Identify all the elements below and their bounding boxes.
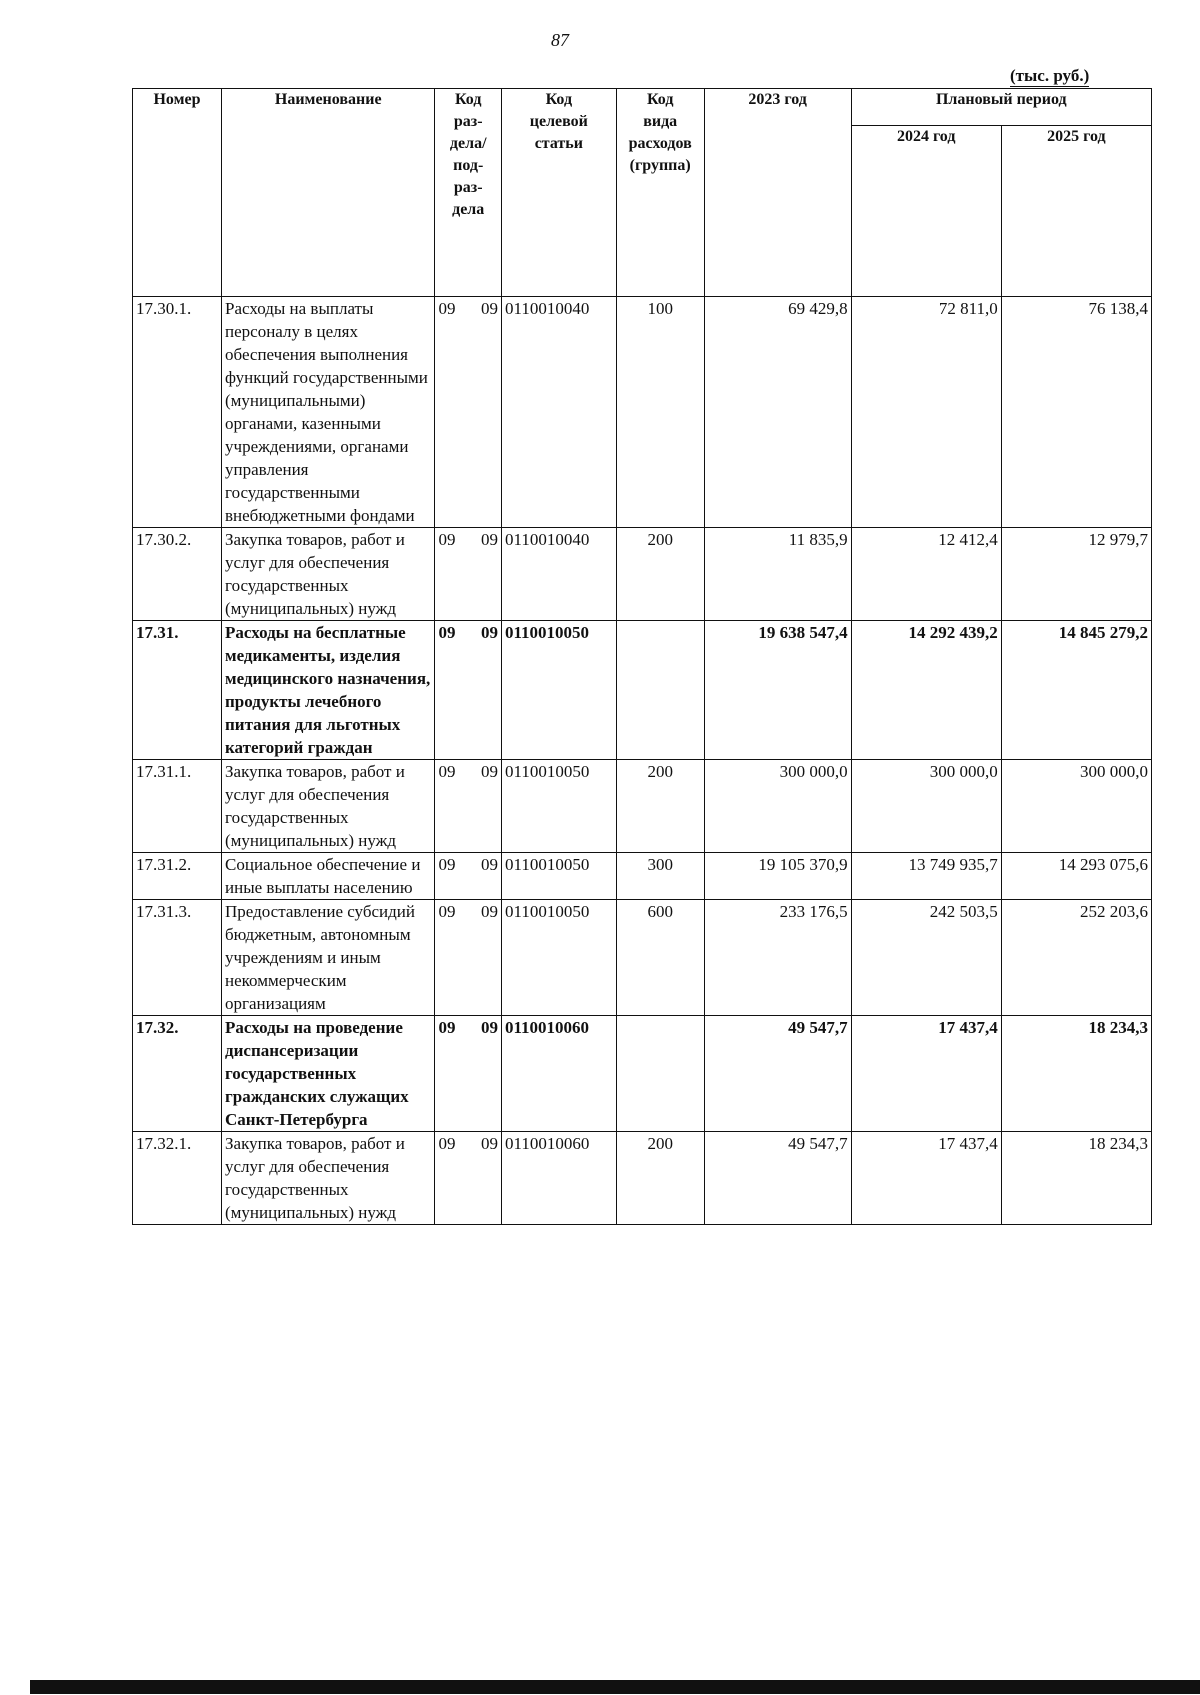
row-name: Закупка товаров, работ и услуг для обеспечения государственных (муниципальных) нужд [222,528,435,621]
subsection-code: 09 [480,855,498,874]
header-target-code: Код целевой статьи [501,89,616,297]
header-year-2023: 2023 год [704,89,851,297]
row-number: 17.31. [133,621,222,760]
table-row [133,760,1152,853]
subsection-code: 09 [480,1134,498,1153]
row-number: 17.30.1. [133,297,222,528]
subsection-code: 09 [480,902,498,921]
row-amount-2025: 252 203,6 [1001,900,1151,1016]
page-number: 87 [551,30,569,50]
row-expense-type [616,1016,704,1132]
row-amount-2023: 69 429,8 [704,297,851,528]
row-amount-2023: 11 835,9 [704,528,851,621]
header-number: Номер [133,89,222,297]
section-code: 09 [438,902,456,921]
row-amount-2023: 233 176,5 [704,900,851,1016]
row-target-code: 0110010040 [501,297,616,528]
subsection-code: 09 [480,762,498,781]
row-number: 17.31.3. [133,900,222,1016]
row-amount-2024: 17 437,4 [851,1132,1001,1225]
section-code: 09 [438,1018,456,1037]
row-section-code [435,297,502,528]
row-amount-2025: 12 979,7 [1001,528,1151,621]
units-label: (тыс. руб.) [1010,66,1090,85]
row-expense-type: 200 [616,760,704,853]
row-name: Расходы на бесплатные медикаменты, изделия медицинского назначения, продукты лечебного питания для льготных категорий граждан [222,621,435,760]
row-amount-2023: 300 000,0 [704,760,851,853]
row-target-code: 0110010050 [501,853,616,900]
row-amount-2025: 14 845 279,2 [1001,621,1151,760]
row-number: 17.32. [133,1016,222,1132]
row-amount-2023: 19 105 370,9 [704,853,851,900]
row-number: 17.31.2. [133,853,222,900]
table-row [133,900,1152,1016]
table-row [133,528,1152,621]
row-amount-2023: 49 547,7 [704,1132,851,1225]
row-section-code [435,528,502,621]
row-amount-2025: 76 138,4 [1001,297,1151,528]
header-name: Наименование [222,89,435,297]
table-row [133,1016,1152,1132]
row-amount-2024: 300 000,0 [851,760,1001,853]
row-section-code [435,900,502,1016]
row-amount-2024: 12 412,4 [851,528,1001,621]
row-amount-2025: 14 293 075,6 [1001,853,1151,900]
row-target-code: 0110010040 [501,528,616,621]
budget-table [132,88,1152,1225]
row-name: Социальное обеспечение и иные выплаты населению [222,853,435,900]
subsection-code: 09 [480,1018,498,1037]
row-expense-type [616,621,704,760]
section-code: 09 [438,1134,456,1153]
row-expense-type: 100 [616,297,704,528]
table-body [133,297,1152,1225]
row-name: Закупка товаров, работ и услуг для обеспечения государственных (муниципальных) нужд [222,760,435,853]
row-target-code: 0110010050 [501,621,616,760]
row-section-code [435,621,502,760]
row-amount-2024: 242 503,5 [851,900,1001,1016]
row-amount-2025: 18 234,3 [1001,1132,1151,1225]
row-expense-type: 300 [616,853,704,900]
subsection-code: 09 [480,299,498,318]
section-code: 09 [438,299,456,318]
row-amount-2025: 300 000,0 [1001,760,1151,853]
header-year-2024: 2024 год [851,126,1001,297]
row-amount-2024: 13 749 935,7 [851,853,1001,900]
row-target-code: 0110010050 [501,900,616,1016]
row-expense-type: 200 [616,528,704,621]
row-amount-2024: 17 437,4 [851,1016,1001,1132]
section-code: 09 [438,530,456,549]
row-amount-2024: 72 811,0 [851,297,1001,528]
row-target-code: 0110010050 [501,760,616,853]
row-number: 17.30.2. [133,528,222,621]
row-name: Расходы на выплаты персоналу в целях обеспечения выполнения функций государственными (муниципальными) органами, казенными учреждениями, органами управления государственными внебюджетными фондами [222,297,435,528]
row-number: 17.32.1. [133,1132,222,1225]
subsection-code: 09 [480,530,498,549]
header-year-2025: 2025 год [1001,126,1151,297]
header-planned-period: Плановый период [851,89,1151,126]
section-code: 09 [438,762,456,781]
row-name: Предоставление субсидий бюджетным, автономным учреждениям и иным некоммерческим организациям [222,900,435,1016]
section-code: 09 [438,623,456,642]
row-expense-type: 600 [616,900,704,1016]
row-expense-type: 200 [616,1132,704,1225]
row-section-code [435,1132,502,1225]
row-name: Закупка товаров, работ и услуг для обеспечения государственных (муниципальных) нужд [222,1132,435,1225]
row-target-code: 0110010060 [501,1132,616,1225]
row-name: Расходы на проведение диспансеризации государственных гражданских служащих Санкт-Петербурга [222,1016,435,1132]
table-row [133,297,1152,528]
table-row [133,853,1152,900]
header-section-code: Код раз- дела/ под- раз- дела [435,89,502,297]
row-amount-2023: 49 547,7 [704,1016,851,1132]
table-row [133,621,1152,760]
row-target-code: 0110010060 [501,1016,616,1132]
scan-edge-bar [30,1680,1200,1694]
header-expense-type-code: Код вида расходов (группа) [616,89,704,297]
row-amount-2025: 18 234,3 [1001,1016,1151,1132]
row-section-code [435,853,502,900]
subsection-code: 09 [480,623,498,642]
table-row [133,1132,1152,1225]
row-amount-2023: 19 638 547,4 [704,621,851,760]
row-amount-2024: 14 292 439,2 [851,621,1001,760]
row-section-code [435,1016,502,1132]
row-section-code [435,760,502,853]
row-number: 17.31.1. [133,760,222,853]
section-code: 09 [438,855,456,874]
